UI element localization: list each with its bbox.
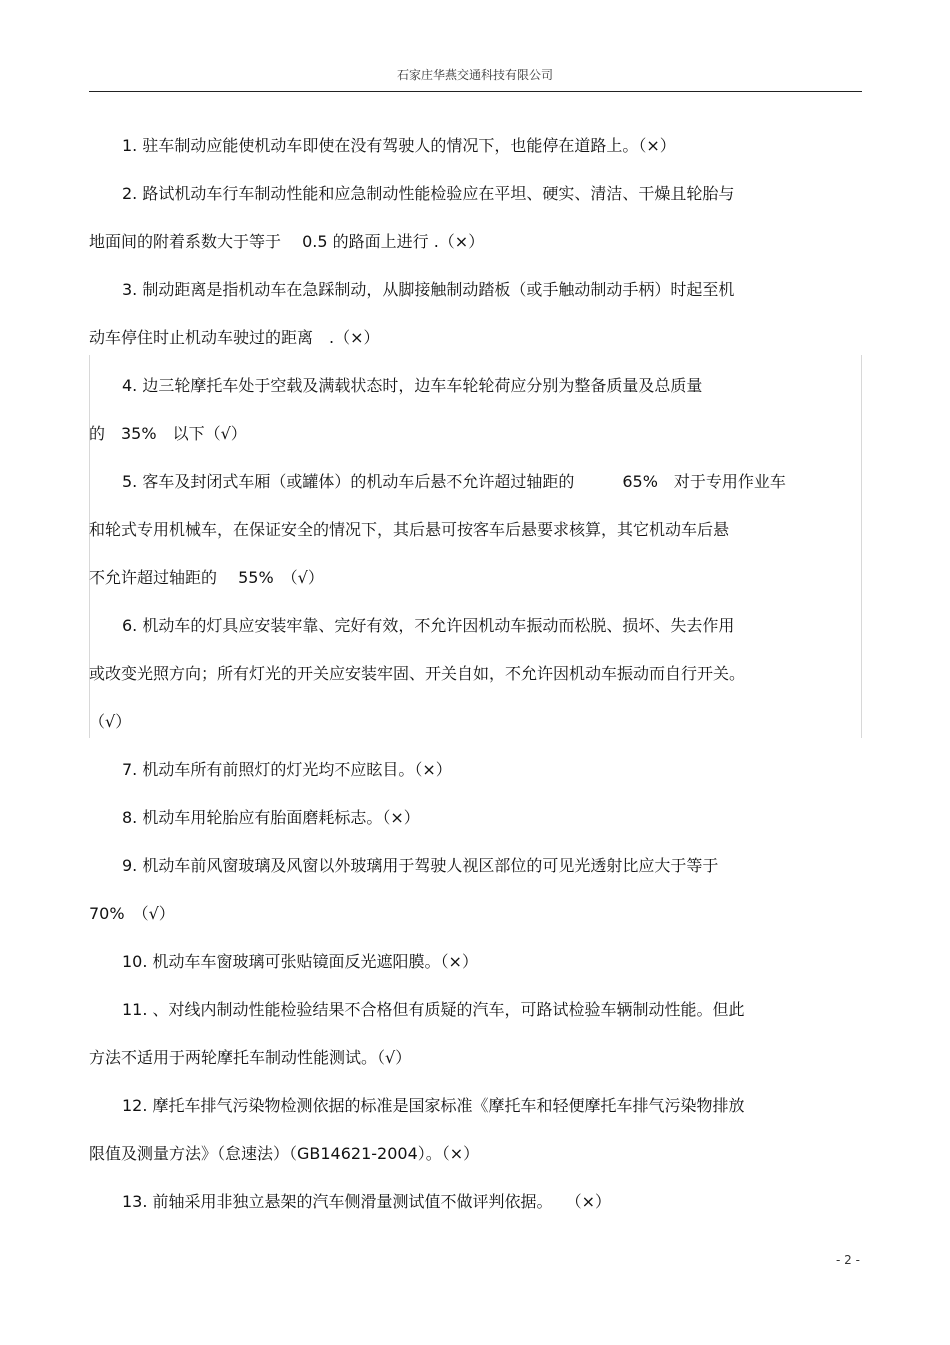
item-7-line-1: 7. 机动车所有前照灯的灯光均不应眩目。（×） [122,760,452,779]
item-12-line-1: 12. 摩托车排气污染物检测依据的标准是国家标准《摩托车和轻便摩托车排气污染物排放 [122,1096,745,1115]
item-13-line-1: 13. 前轴采用非独立悬架的汽车侧滑量测试值不做评判依据。 （×） [122,1192,612,1211]
item-10-line-1: 10. 机动车车窗玻璃可张贴镜面反光遮阳膜。（×） [122,952,478,971]
item-6-line-2: 或改变光照方向；所有灯光的开关应安装牢固、开关自如，不允许因机动车振动而自行开关。 [89,664,746,683]
item-5-line-1: 5. 客车及封闭式车厢（或罐体）的机动车后悬不允许超过轴距的 65% 对于专用作业车 [122,472,786,491]
item-12-line-2: 限值及测量方法》（怠速法）（GB14621-2004）。（×） [89,1144,480,1163]
item-4-line-1: 4. 边三轮摩托车处于空载及满载状态时，边车车轮轮荷应分别为整备质量及总质量 [122,376,703,395]
item-11-line-1: 11. 、对线内制动性能检验结果不合格但有质疑的汽车，可路试检验车辆制动性能。但此 [122,1000,745,1019]
margin-line-right [861,355,862,738]
item-5-line-2: 和轮式专用机械车，在保证安全的情况下，其后悬可按客车后悬要求核算，其它机动车后悬 [89,520,730,539]
item-5-line-3: 不允许超过轴距的 55% （√） [89,568,324,587]
item-2-line-2: 地面间的附着系数大于等于 0.5 的路面上进行 .（×） [89,232,485,251]
item-4-line-2: 的 35% 以下（√） [89,424,247,443]
item-8-line-1: 8. 机动车用轮胎应有胎面磨耗标志。（×） [122,808,420,827]
item-11-line-2: 方法不适用于两轮摩托车制动性能测试。（√） [89,1048,412,1067]
item-3-line-2: 动车停住时止机动车驶过的距离 .（×） [89,328,380,347]
header-divider [89,91,862,92]
item-3-line-1: 3. 制动距离是指机动车在急踩制动，从脚接触制动踏板（或手触动制动手柄）时起至机 [122,280,735,299]
item-6-line-1: 6. 机动车的灯具应安装牢靠、完好有效，不允许因机动车振动而松脱、损坏、失去作用 [122,616,735,635]
item-2-line-1: 2. 路试机动车行车制动性能和应急制动性能检验应在平坦、硬实、清洁、干燥且轮胎与 [122,184,735,203]
item-6-line-3: （√） [89,712,132,731]
page-number: - 2 - [836,1253,860,1267]
item-9-line-1: 9. 机动车前风窗玻璃及风窗以外玻璃用于驾驶人视区部位的可见光透射比应大于等于 [122,856,719,875]
page-header-company: 石家庄华燕交通科技有限公司 [396,68,553,82]
item-9-line-2: 70% （√） [89,904,175,923]
item-1-line-1: 1. 驻车制动应能使机动车即使在没有驾驶人的情况下，也能停在道路上。（×） [122,136,676,155]
